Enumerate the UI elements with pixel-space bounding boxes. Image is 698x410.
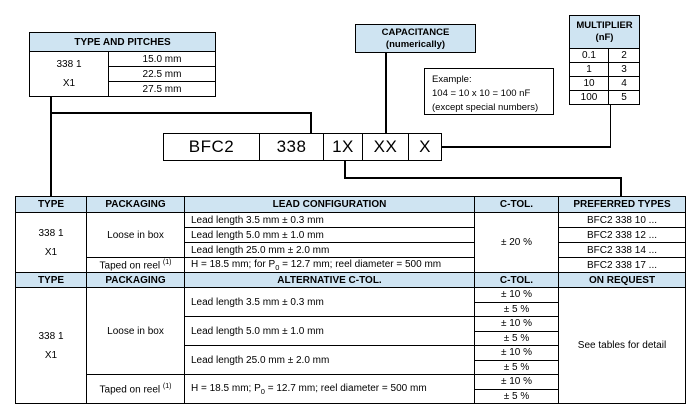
pitch-cell: 15.0 mm: [109, 52, 216, 67]
t2-type-cell: [16, 288, 87, 404]
example-note-box: [424, 68, 554, 115]
t1-header-packaging: PACKAGING: [87, 197, 185, 213]
pitch-cell: 27.5 mm: [109, 82, 216, 97]
footnote-marker: (1): [162, 382, 172, 390]
t1-taped-lead-config: H = 18.5 mm; for $P_0 = 12.7$ mm; reel diameter = 500 mm: [185, 258, 475, 273]
t2-lead-row: Lead length 25.0 mm ± 2.0 mm: [185, 346, 475, 375]
t2-type-line1: 338 1: [38, 330, 64, 342]
multiplier-value: 10: [570, 77, 609, 91]
multiplier-code: 5: [609, 91, 640, 105]
multiplier-title-line1: MULTIPLIER: [576, 19, 633, 31]
example-line3: (except special numbers): [432, 101, 539, 113]
t1-type-line2: X1: [44, 246, 58, 258]
t1-header-type: TYPE: [16, 197, 87, 213]
t2-header-on-request: ON REQUEST: [559, 273, 686, 288]
type-pitches-title: TYPE AND PITCHES: [30, 33, 216, 52]
alternative-ctol-table: [15, 272, 686, 404]
multiplier-value: 1: [570, 63, 609, 77]
t2-header-alternative-ctol: ALTERNATIVE C-TOL.: [185, 273, 475, 288]
t2-ctol-cell: ± 5 %: [475, 331, 559, 346]
t2-type-line2: X1: [44, 349, 58, 361]
t2-packaging-taped: Taped on reel $^{(1)}$: [87, 375, 185, 404]
t1-lead-row: Lead length 5.0 mm ± 1.0 mm: [185, 228, 475, 243]
line-branch-to-338: [310, 112, 312, 133]
type-code-cell: [30, 52, 109, 97]
footnote-marker: (1): [162, 258, 172, 266]
multiplier-code: 2: [609, 49, 640, 63]
part-segment-1x: 1X: [323, 134, 362, 160]
t2-ctol-cell: ± 10 %: [475, 317, 559, 332]
t2-header-ctol: C-TOL.: [475, 273, 559, 288]
t2-ctol-cell: ± 5 %: [475, 389, 559, 404]
part-segment-x: X: [408, 134, 441, 160]
multiplier-code: 3: [609, 63, 640, 77]
multiplier-title: [570, 16, 640, 49]
t2-ctol-cell: ± 10 %: [475, 375, 559, 390]
line-x-to-multiplier-horizontal: [442, 146, 611, 148]
t1-preferred-type: BFC2 338 10 ...: [559, 213, 686, 228]
part-segment-338: 338: [259, 134, 323, 160]
capacitance-title-line1: CAPACITANCE: [381, 26, 450, 38]
pitch-cell: 22.5 mm: [109, 67, 216, 82]
line-1x-to-table1: [620, 177, 622, 196]
t1-type-cell: [16, 213, 87, 273]
t2-ctol-cell: ± 5 %: [475, 302, 559, 317]
part-segment-bfc2: BFC2: [188, 137, 235, 156]
t2-header-packaging: PACKAGING: [87, 273, 185, 288]
t1-lead-row: Lead length 25.0 mm ± 2.0 mm: [185, 243, 475, 258]
t1-header-preferred-types: PREFERRED TYPES: [559, 197, 686, 213]
t1-preferred-type: BFC2 338 12 ...: [559, 228, 686, 243]
line-typepitches-branch: [50, 112, 311, 114]
t2-lead-row: Lead length 3.5 mm ± 0.3 mm: [185, 288, 475, 317]
t2-packaging-loose: Loose in box: [87, 288, 185, 375]
t1-preferred-type: BFC2 338 17 ...: [559, 258, 686, 273]
t1-packaging-taped: Taped on reel $^{(1)}$: [87, 258, 185, 273]
part-number-boxes: [163, 133, 442, 161]
part-segment-xx: XX: [362, 134, 408, 160]
multiplier-value: 0.1: [570, 49, 609, 63]
example-line1: Example:: [432, 74, 472, 85]
example-line2: 104 = 10 x 10 = 100 nF: [432, 87, 531, 99]
t1-header-ctol: C-TOL.: [475, 197, 559, 213]
t2-header-type: TYPE: [16, 273, 87, 288]
line-1x-down: [344, 161, 346, 178]
t2-ctol-cell: ± 10 %: [475, 346, 559, 361]
line-1x-horizontal: [344, 177, 621, 179]
t2-on-request-cell: See tables for detail: [559, 288, 686, 404]
capacitance-label-box: [355, 24, 476, 53]
multiplier-table: [569, 15, 640, 105]
t2-ctol-cell: ± 5 %: [475, 360, 559, 375]
type-code-line2: X1: [62, 78, 76, 89]
preferred-types-table: [15, 196, 686, 273]
line-multiplier-vertical: [610, 105, 612, 147]
t1-header-lead-configuration: LEAD CONFIGURATION: [185, 197, 475, 213]
t2-taped-lead-config: H = 18.5 mm; $P_0 = 12.7$ mm; reel diameter = 500 mm: [185, 375, 475, 404]
line-capacitance-to-xx: [385, 53, 387, 133]
t1-lead-row: Lead length 3.5 mm ± 0.3 mm: [185, 213, 475, 228]
capacitance-title-line2: (numerically): [385, 38, 446, 50]
t1-type-line1: 338 1: [38, 227, 64, 239]
multiplier-code: 4: [609, 77, 640, 91]
t1-packaging-loose: Loose in box: [87, 213, 185, 258]
t1-preferred-type: BFC2 338 14 ...: [559, 243, 686, 258]
t2-ctol-cell: ± 10 %: [475, 288, 559, 303]
type-code-line1: 338 1: [56, 59, 82, 70]
t2-lead-row: Lead length 5.0 mm ± 1.0 mm: [185, 317, 475, 346]
multiplier-title-line2: (nF): [595, 32, 614, 43]
type-and-pitches-table: [29, 32, 216, 97]
t1-ctol-cell: ± 20 %: [475, 213, 559, 273]
multiplier-value: 100: [570, 91, 609, 105]
